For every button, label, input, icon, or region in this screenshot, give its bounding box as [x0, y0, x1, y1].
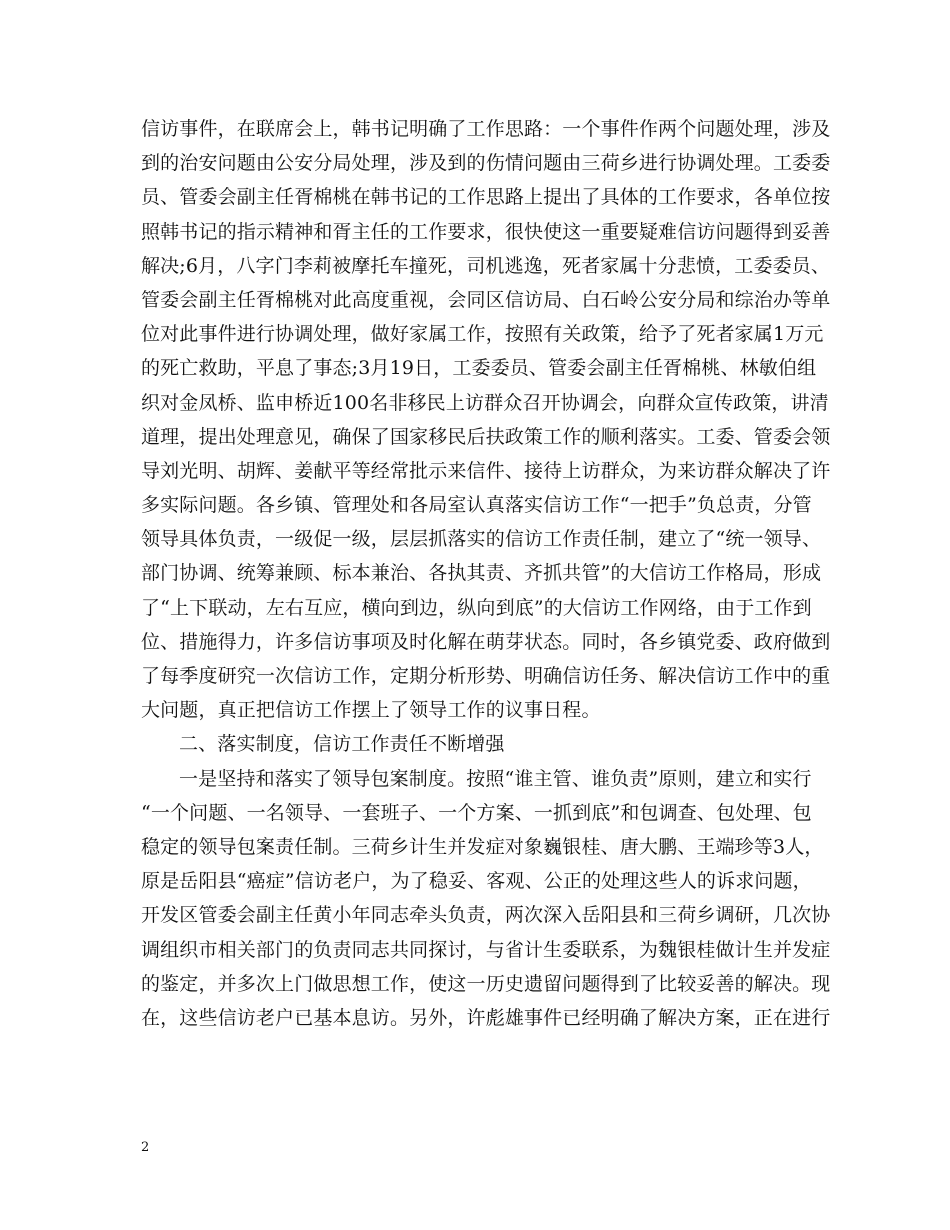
text-line: 管委会副主任胥棉桃对此高度重视，会同区信访局、白石岭公安分局和综治办等单	[141, 288, 831, 311]
text-line: 到的治安问题由公安分局处理，涉及到的伤情问题由三荷乡进行协调处理。工委委	[141, 152, 831, 175]
text-line: 的鉴定，并多次上门做思想工作，使这一历史遗留问题得到了比较妥善的解决。现	[141, 972, 831, 995]
text-line: 原是岳阳县“癌症”信访老户，为了稳妥、客观、公正的处理这些人的诉求问题，	[141, 870, 812, 893]
text-line: 导刘光明、胡辉、姜献平等经常批示来信件、接待上访群众，为来访群众解决了许	[141, 459, 831, 482]
text-line: 解决;6月，八字门李莉被摩托车撞死，司机逃逸，死者家属十分悲愤，工委委员、	[141, 254, 831, 277]
text-line: 位对此事件进行协调处理，做好家属工作，按照有关政策，给予了死者家属1万元	[141, 323, 824, 346]
text-line: 信访事件，在联席会上，韩书记明确了工作思路：一个事件作两个问题处理，涉及	[141, 118, 831, 140]
text-line: “一个问题、一名领导、一套班子、一个方案、一抓到底”和包调查、包处理、包	[141, 801, 812, 824]
text-line: 开发区管委会副主任黄小年同志牵头负责，两次深入岳阳县和三荷乡调研，几次协	[141, 904, 831, 927]
text-line: 大问题，真正把信访工作摆上了领导工作的议事日程。	[141, 699, 601, 722]
text-line: 道理，提出处理意见，确保了国家移民后扶政策工作的顺利落实。工委、管委会领	[141, 425, 831, 448]
section-heading: 二、落实制度，信访工作责任不断增强	[179, 733, 505, 756]
text-line: 了“上下联动，左右互应，横向到边，纵向到底”的大信访工作网络，由于工作到	[141, 596, 812, 619]
text-line: 织对金凤桥、监申桥近100名非移民上访群众召开协调会，向群众宣传政策，讲清	[141, 391, 829, 414]
text-line: 员、管委会副主任胥棉桃在韩书记的工作思路上提出了具体的工作要求，各单位按	[141, 186, 831, 209]
text-line: 在，这些信访老户已基本息访。另外，许彪雄事件已经明确了解决方案，正在进行	[141, 1006, 831, 1029]
text-line: 的死亡救助，平息了事态;3月19日，工委委员、管委会副主任胥棉桃、林敏伯组	[141, 357, 817, 380]
text-line: 多实际问题。各乡镇、管理处和各局室认真落实信访工作“一把手”负总责，分管	[141, 494, 812, 517]
text-line: 照韩书记的指示精神和胥主任的工作要求，很快使这一重要疑难信访问题得到妥善	[141, 220, 831, 243]
text-line: 稳定的领导包案责任制。三荷乡计生并发症对象巍银桂、唐大鹏、王端珍等3人，	[141, 835, 824, 858]
text-line: 部门协调、统筹兼顾、标本兼治、各执其责、齐抓共管”的大信访工作格局，形成	[141, 562, 822, 585]
text-line: 了每季度研究一次信访工作，定期分析形势、明确信访任务、解决信访工作中的重	[141, 665, 831, 687]
document-body	[141, 112, 831, 1035]
text-line: 位、措施得力，许多信访事项及时化解在萌芽状态。同时，各乡镇党委、政府做到	[141, 630, 831, 653]
text-line: 领导具体负责，一级促一级，层层抓落实的信访工作责任制，建立了“统一领导、	[141, 528, 822, 551]
paragraph-first-line: 一是坚持和落实了领导包案制度。按照“谁主管、谁负责”原则，建立和实行	[179, 767, 812, 790]
text-line: 调组织市相关部门的负责同志共同探讨，与省计生委联系，为魏银桂做计生并发症	[141, 938, 831, 961]
page-number: 2	[141, 1140, 150, 1155]
